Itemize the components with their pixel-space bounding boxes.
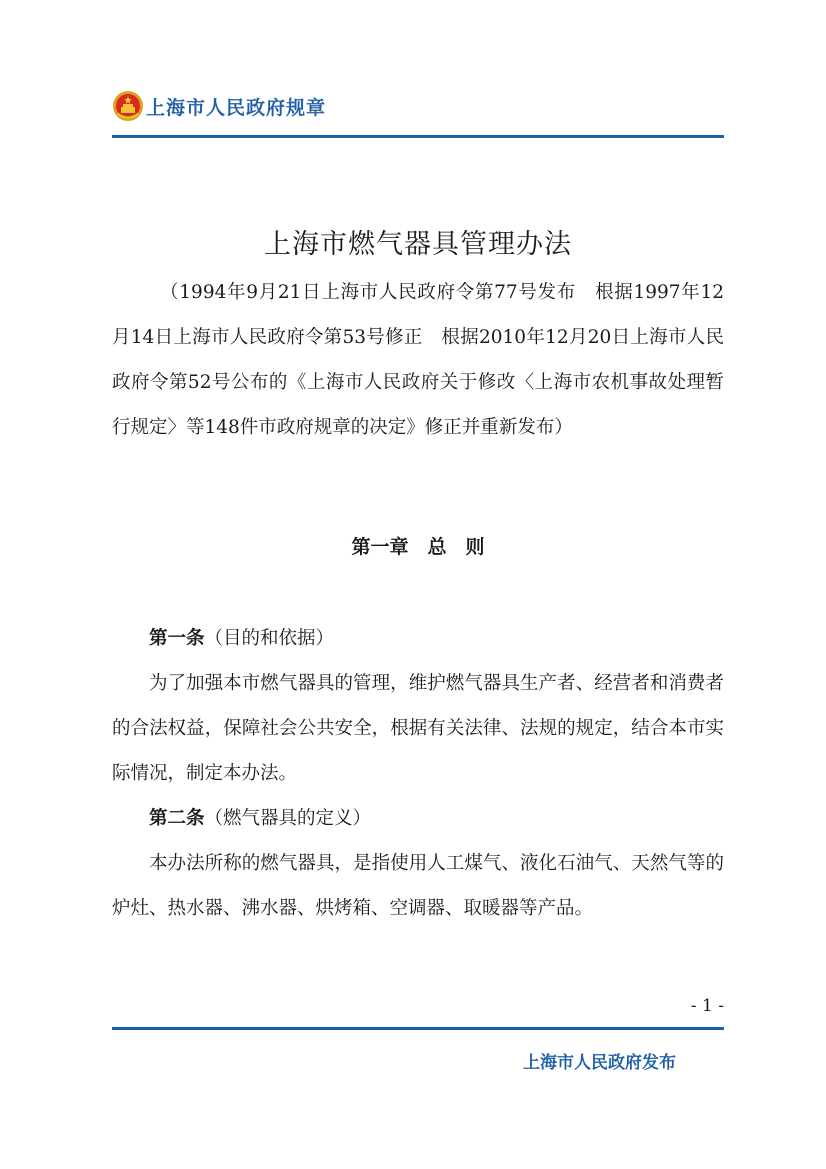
article-2-text: 本办法所称的燃气器具，是指使用人工煤气、液化石油气、天然气等的炉灶、热水器、沸水器、烘烤箱、空调器、取暖器等产品。	[112, 853, 724, 919]
article-1-heading: 第一条	[149, 628, 205, 649]
chapter-heading: 第一章 总 则	[351, 536, 485, 558]
header-title: 上海市人民政府规章	[146, 97, 327, 119]
header-divider	[112, 135, 724, 138]
article-2-subject: （燃气器具的定义）	[204, 808, 372, 829]
page-number: - 1 -	[690, 996, 724, 1016]
document-body	[112, 616, 724, 931]
footer-divider	[112, 1027, 724, 1030]
document-preamble: （1994年9月21日上海市人民政府令第77号发布 根据1997年12月14日上海市人民政府令第53号修正 根据2010年12月20日上海市人民政府令第52号公布的《上海市人民政府关于修改〈上海市农机事故处理暂行规定〉等148件市政府规章的决定》修正并重新发布）	[112, 282, 724, 438]
article-2-heading: 第二条	[149, 808, 205, 829]
article-2-heading-line	[112, 796, 724, 841]
document-header	[112, 88, 724, 138]
national-emblem-icon	[112, 90, 144, 122]
footer-publisher: 上海市人民政府发布	[523, 1053, 676, 1073]
document-title: 上海市燃气器具管理办法	[264, 229, 572, 260]
article-1-heading-line	[112, 616, 724, 661]
article-1-text: 为了加强本市燃气器具的管理，维护燃气器具生产者、经营者和消费者的合法权益，保障社会公共安全，根据有关法律、法规的规定，结合本市实际情况，制定本办法。	[112, 673, 724, 784]
article-1-subject: （目的和依据）	[204, 628, 335, 649]
